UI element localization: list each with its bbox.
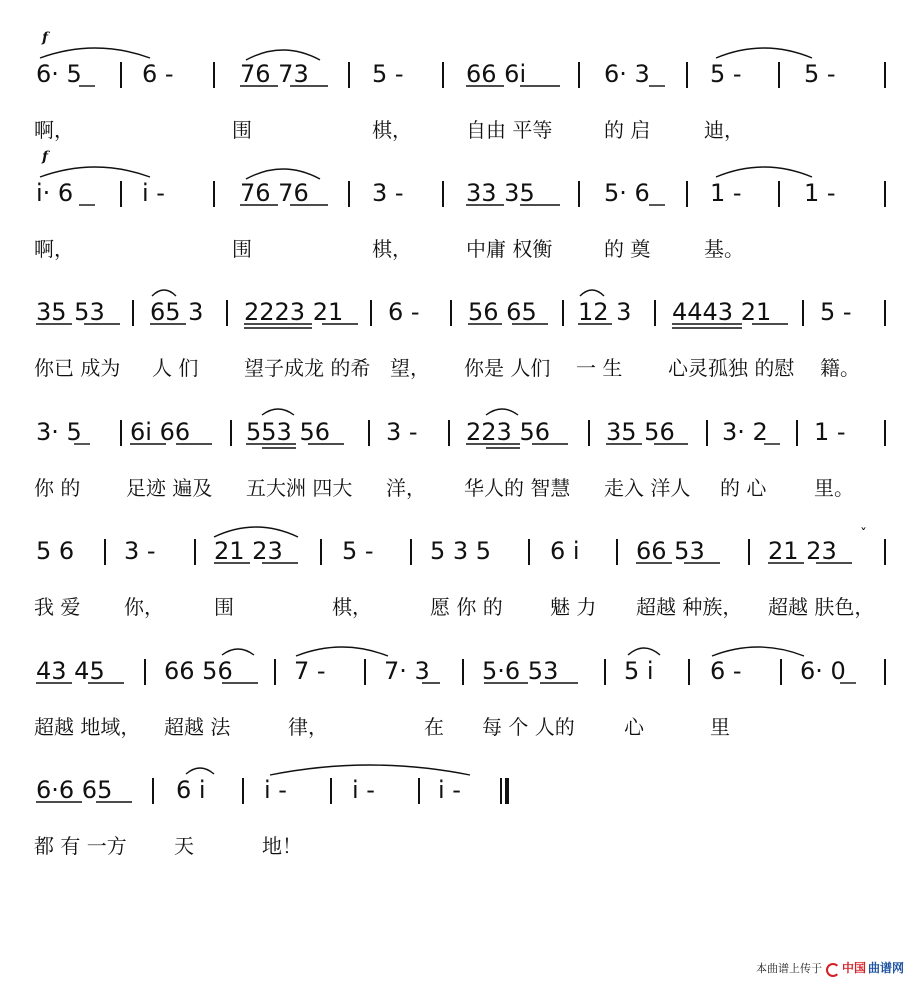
measure: 3 - (386, 418, 418, 446)
measure: 1 - (814, 418, 846, 446)
lyric: 地！ (262, 834, 302, 858)
measure: 3 - (372, 179, 404, 207)
measure: 223 56 (466, 418, 550, 446)
measure: 4443 21 (672, 298, 772, 326)
lyric: 棋， (372, 237, 412, 261)
lyric: 籍。 (820, 356, 860, 380)
measure: 65 3 (150, 298, 204, 326)
system-5 (34, 503, 894, 633)
barline (213, 181, 215, 207)
barline (796, 420, 798, 446)
measure: 6· 3 (604, 60, 650, 88)
barline (274, 659, 276, 685)
barline (780, 659, 782, 685)
lyric: 一 生 (576, 356, 623, 380)
lyric: 啊， (34, 118, 74, 142)
measure: i - (352, 776, 375, 804)
barline (120, 181, 122, 207)
notes-row (34, 26, 894, 96)
measure: 1 - (804, 179, 836, 207)
lyric: 超越 法 (164, 715, 231, 739)
lyric: 围 (214, 595, 234, 619)
lyric: 的 启 (604, 118, 651, 142)
measure: 3 - (124, 537, 156, 565)
barline (132, 300, 134, 326)
measure: i - (438, 776, 461, 804)
notes-row (34, 623, 894, 693)
site-brand-red: 中国 (841, 961, 866, 975)
barline (578, 62, 580, 88)
measure: i - (142, 179, 165, 207)
system-4 (34, 384, 894, 514)
lyrics-row (34, 237, 894, 263)
lyric: 人 们 (152, 356, 199, 380)
lyric: 你已 成为 (34, 356, 121, 380)
measure: 43 45 (36, 657, 105, 685)
barline (418, 778, 420, 804)
barline (213, 62, 215, 88)
lyric: 我 爱 (34, 595, 81, 619)
measure: 553 56 (246, 418, 330, 446)
notes-row (34, 742, 894, 812)
dynamic-forte-2: f (42, 149, 49, 165)
barline (884, 181, 886, 207)
measure: i - (264, 776, 287, 804)
barline (884, 420, 886, 446)
lyric: 足迹 遍及 (126, 476, 213, 500)
barline (578, 181, 580, 207)
measure: 76 76 (240, 179, 309, 207)
measure: 5· 6 (604, 179, 650, 207)
barline (448, 420, 450, 446)
upload-text: 本曲谱上传于 (755, 961, 822, 975)
barline (884, 539, 886, 565)
lyrics-row (34, 476, 894, 502)
barline (588, 420, 590, 446)
lyric: 超越 地域， (34, 715, 141, 739)
measure: 5 i (624, 657, 654, 685)
barline (320, 539, 322, 565)
lyric: 啊， (34, 237, 74, 261)
lyric: 愿 你 的 (430, 595, 503, 619)
barline (604, 659, 606, 685)
measure: 7 - (294, 657, 326, 685)
lyric: 每 个 人的 (482, 715, 575, 739)
upload-footer (756, 959, 904, 976)
barline (442, 181, 444, 207)
measure: 66 53 (636, 537, 705, 565)
measure: 2223 21 (244, 298, 344, 326)
system-2 (34, 145, 894, 275)
lyrics-row (34, 834, 894, 860)
lyric: 迪， (704, 118, 744, 142)
measure: i· 6 (36, 179, 74, 207)
barline (120, 420, 122, 446)
barline (654, 300, 656, 326)
barline (706, 420, 708, 446)
lyric: 棋， (332, 595, 372, 619)
final-barline-thick (505, 778, 509, 804)
lyric: 走入 洋人 (604, 476, 691, 500)
barline (884, 659, 886, 685)
lyric: 中庸 权衡 (466, 237, 553, 261)
barline (450, 300, 452, 326)
measure: 3· 2 (722, 418, 768, 446)
measure: 6i 66 (130, 418, 191, 446)
lyric: 五大洲 四大 (246, 476, 353, 500)
lyrics-row (34, 118, 894, 144)
measure: 35 53 (36, 298, 105, 326)
site-brand-blue: 曲谱网 (867, 961, 904, 975)
system-1 (34, 26, 894, 156)
barline (348, 62, 350, 88)
lyric: 都 有 一方 (34, 834, 127, 858)
measure: 76 73 (240, 60, 309, 88)
barline (462, 659, 464, 685)
measure: 1 - (710, 179, 742, 207)
lyric: 围 (232, 118, 252, 142)
system-3 (34, 264, 894, 394)
lyric: 望子成龙 的希 (244, 356, 371, 380)
lyric: 超越 肤色， (768, 595, 875, 619)
lyric: 的 奠 (604, 237, 651, 261)
barline (152, 778, 154, 804)
lyric: 天 (174, 834, 194, 858)
barline (370, 300, 372, 326)
barline (410, 539, 412, 565)
breath-mark: ˇ (860, 527, 867, 543)
barline (364, 659, 366, 685)
measure: 66 56 (164, 657, 233, 685)
measure: 5 - (342, 537, 374, 565)
measure: 7· 3 (384, 657, 430, 685)
measure: 6·6 65 (36, 776, 113, 804)
barline (194, 539, 196, 565)
barline (686, 62, 688, 88)
notes-row (34, 503, 894, 573)
measure: 66 6i (466, 60, 527, 88)
measure: 33 35 (466, 179, 535, 207)
barline (778, 62, 780, 88)
notes-row (34, 145, 894, 215)
barline (348, 181, 350, 207)
dynamic-forte-1: f (42, 30, 49, 46)
lyric: 的 心 (720, 476, 767, 500)
measure: 6 - (388, 298, 420, 326)
measure: 6 i (176, 776, 206, 804)
barline (778, 181, 780, 207)
barline (528, 539, 530, 565)
lyric: 心 (624, 715, 644, 739)
site-logo[interactable] (826, 959, 904, 976)
barline (104, 539, 106, 565)
lyric: 律， (288, 715, 328, 739)
lyric: 基。 (704, 237, 744, 261)
lyric: 魅 力 (550, 595, 597, 619)
measure: 5 3 5 (430, 537, 492, 565)
barline (442, 62, 444, 88)
measure: 12 3 (578, 298, 632, 326)
measure: 5 - (804, 60, 836, 88)
lyrics-row (34, 595, 894, 621)
barline (616, 539, 618, 565)
lyric: 棋， (372, 118, 412, 142)
barline (884, 300, 886, 326)
barline (242, 778, 244, 804)
lyric: 洋， (386, 476, 426, 500)
lyrics-row (34, 715, 894, 741)
barline (562, 300, 564, 326)
measure: 35 56 (606, 418, 675, 446)
barline (686, 181, 688, 207)
lyric: 望， (390, 356, 430, 380)
measure: 56 65 (468, 298, 537, 326)
lyric: 围 (232, 237, 252, 261)
measure: 6 - (142, 60, 174, 88)
measure: 6· 0 (800, 657, 846, 685)
lyric: 里 (710, 715, 730, 739)
barline (226, 300, 228, 326)
barline (748, 539, 750, 565)
measure: 21 23 (214, 537, 283, 565)
system-7 (34, 742, 894, 872)
barline (120, 62, 122, 88)
lyric: 心灵孤独 的慰 (668, 356, 795, 380)
barline (884, 62, 886, 88)
barline (688, 659, 690, 685)
measure: 5·6 53 (482, 657, 559, 685)
measure: 5 - (820, 298, 852, 326)
barline (330, 778, 332, 804)
measure: 6 i (550, 537, 580, 565)
measure: 6 - (710, 657, 742, 685)
measure: 5 - (372, 60, 404, 88)
final-barline-thin (500, 778, 502, 804)
measure: 21 23 (768, 537, 837, 565)
barline (802, 300, 804, 326)
lyric: 你 的 (34, 476, 81, 500)
lyric: 你， (124, 595, 164, 619)
barline (230, 420, 232, 446)
system-6 (34, 623, 894, 753)
notes-row (34, 264, 894, 334)
measure: 5 - (710, 60, 742, 88)
lyric: 里。 (814, 476, 854, 500)
measure: 5 6 (36, 537, 75, 565)
measure: 3· 5 (36, 418, 82, 446)
lyric: 自由 平等 (466, 118, 553, 142)
notes-row (34, 384, 894, 454)
lyric: 华人的 智慧 (464, 476, 571, 500)
lyric: 超越 种族， (636, 595, 743, 619)
barline (144, 659, 146, 685)
lyrics-row (34, 356, 894, 382)
site-logo-icon (826, 962, 840, 974)
lyric: 你是 人们 (464, 356, 551, 380)
barline (368, 420, 370, 446)
lyric: 在 (424, 715, 444, 739)
measure: 6· 5 (36, 60, 82, 88)
